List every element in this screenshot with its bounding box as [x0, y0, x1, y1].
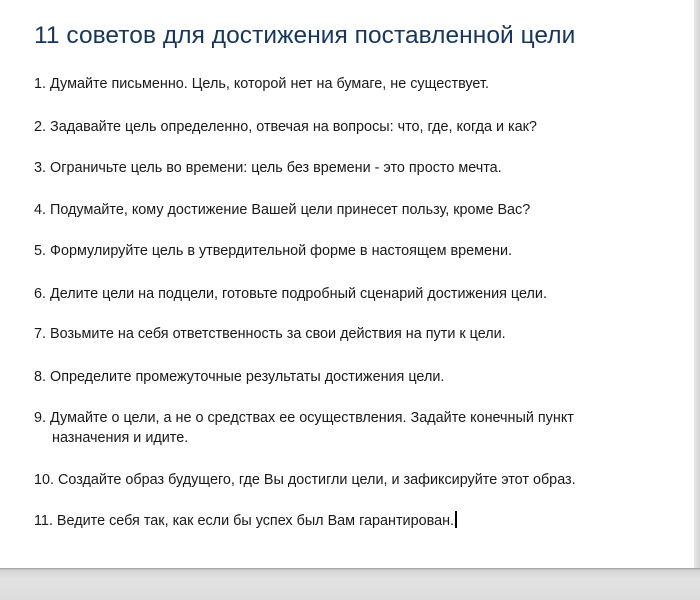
page-edge-shadow — [694, 0, 700, 568]
list-item-9 — [34, 408, 574, 448]
text-cursor — [455, 511, 457, 528]
list-item-6: 6. Делите цели на подцели, готовьте подробный сценарий достижения цели. — [34, 286, 547, 302]
list-item-9-line2: назначения и идите. — [52, 430, 189, 446]
status-bar — [0, 568, 700, 600]
document-title: 11 советов для достижения поставленной цели — [34, 22, 576, 49]
list-item-3: 3. Ограничьте цель во времени: цель без времени - это просто мечта. — [34, 160, 502, 176]
list-item-8: 8. Определите промежуточные результаты достижения цели. — [34, 369, 445, 385]
list-item-11 — [34, 511, 457, 531]
list-item-2: 2. Задавайте цель определенно, отвечая на вопросы: что, где, когда и как? — [34, 119, 537, 135]
list-item-1: 1. Думайте письменно. Цель, которой нет на бумаге, не существует. — [34, 76, 489, 92]
list-item-11-text: 11. Ведите себя так, как если бы успех был Вам гарантирован. — [34, 513, 455, 529]
list-item-9-line1: 9. Думайте о цели, а не о средствах ее осуществления. Задайте конечный пункт — [34, 410, 574, 426]
list-item-7: 7. Возьмите на себя ответственность за свои действия на пути к цели. — [34, 326, 506, 342]
list-item-10: 10. Создайте образ будущего, где Вы достигли цели, и зафиксируйте этот образ. — [34, 472, 576, 488]
list-item-5: 5. Формулируйте цель в утвердительной форме в настоящем времени. — [34, 243, 513, 259]
list-item-4: 4. Подумайте, кому достижение Вашей цели принесет пользу, кроме Вас? — [34, 202, 531, 218]
